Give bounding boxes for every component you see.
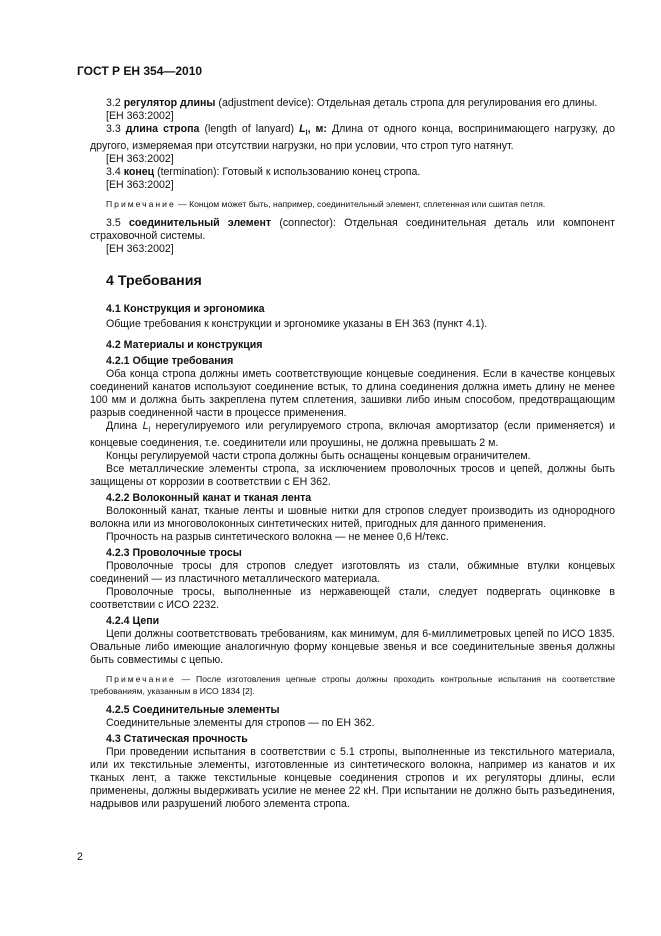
symbol: L xyxy=(299,123,306,135)
document-body xyxy=(90,97,615,811)
clause-number: 3.3 xyxy=(106,123,121,135)
symbol: L xyxy=(142,419,149,432)
paragraph: Соединительные элементы для стропов — по ЕН 362. xyxy=(106,716,375,729)
section-heading-4: 4 Требования xyxy=(106,272,202,289)
term: соединительный элемент xyxy=(128,216,272,229)
clause-number: 3.5 xyxy=(106,216,121,229)
definition-text: (length of lanyard) xyxy=(199,123,300,135)
note-text: — Концом может быть, например, соединительный элемент, сплетенная или сшитая петля. xyxy=(175,199,546,210)
heading-4-3: 4.3 Статическая прочность xyxy=(106,732,248,745)
definition-text: (adjustment device): Отдельная деталь стропа для регулирования его длины. xyxy=(215,97,598,109)
note-text: — После изготовления цепные стропы должны проходить контрольные испытания на соответствие требованиям, указанным в ИСО 1834 [2]. xyxy=(90,673,615,697)
heading-4-2-2: 4.2.2 Волоконный канат и тканая лента xyxy=(106,491,312,504)
source-reference: [ЕН 363:2002] xyxy=(106,153,174,166)
heading-4-2-5: 4.2.5 Соединительные элементы xyxy=(106,703,280,716)
clause-number: 3.2 xyxy=(106,97,121,109)
heading-4-2-4: 4.2.4 Цепи xyxy=(106,614,160,627)
note-label: Примечание xyxy=(106,673,176,684)
paragraph: При проведении испытания в соответствии с 5.1 стропы, выполненные из текстильного материала, или их текстильные элементы, изготовленные из синтетического волокна, например из канатов и их тканых лент, а также текстильные концевые соединения стропов и их регуляторы длины, если применены, должны выдерживать усилие не менее 22 кН. При испытании не должно быть разъединения, надрывов или разрушений любого элемента стропа. xyxy=(90,745,615,810)
term: длина стропа xyxy=(125,123,200,135)
paragraph: Концы регулируемой части стропа должны быть оснащены концевым ограничителем. xyxy=(106,449,531,462)
clause-number: 3.4 xyxy=(106,166,121,179)
paragraph: Оба конца стропа должны иметь соответствующие концевые соединения. Если в качестве концевых соединений канатов используют соединение встык, то длина соединения должна иметь длину не менее 100 мм и должна быть закреплена путем сплетения, зашивки либо иным способом, предотвращающим разрыв соединенной части в процессе применения. xyxy=(90,367,615,419)
term: регулятор длины xyxy=(123,97,216,109)
paragraph: Проволочные тросы, выполненные из нержавеющей стали, следует подвергать оцинковке в соответствии с ИСО 2232. xyxy=(90,585,615,611)
source-reference: [ЕН 363:2002] xyxy=(106,179,174,192)
definition-text: (termination): Готовый к использованию конец стропа. xyxy=(154,166,421,179)
symbol-subscript: l xyxy=(148,426,151,434)
source-reference: [ЕН 363:2002] xyxy=(106,110,174,122)
paragraph: Волоконный канат, тканые ленты и шовные нитки для стропов следует производить из однородного волокна или из многоволоконных синтетических нитей, пригодных для данного применения. xyxy=(90,504,615,530)
page-number: 2 xyxy=(77,851,83,863)
paragraph: Проволочные тросы для стропов следует изготовлять из стали, обжимные втулки концевых соединений — из пластичного металлического материала. xyxy=(90,559,615,585)
heading-4-1: 4.1 Конструкция и эргономика xyxy=(106,302,265,315)
note xyxy=(90,198,615,211)
paragraph: Общие требования к конструкции и эргономике указаны в ЕН 363 (пункт 4.1). xyxy=(106,317,488,330)
definition-text: (connector): Отдельная соединительная деталь или компонент страховочной системы. xyxy=(90,216,615,242)
paragraph: Все металлические элементы стропа, за исключением проволочных тросов и цепей, должны быть защищены от коррозии в соответствии с ЕН 362. xyxy=(90,462,615,488)
heading-4-2: 4.2 Материалы и конструкция xyxy=(106,338,263,351)
symbol-subscript: l xyxy=(305,130,308,138)
source-reference: [ЕН 363:2002] xyxy=(106,242,174,255)
paragraph: Длина $L_l$ нерегулируемого или регулируемого стропа, включая амортизатор (если применяется) и концевые соединения, т.е. соединители или проушины, не должна превышать 2 м. xyxy=(90,419,615,449)
definition-3-2 xyxy=(90,97,615,110)
definition-3-4 xyxy=(90,166,615,179)
heading-4-2-3: 4.2.3 Проволочные тросы xyxy=(106,546,242,559)
unit: , м: xyxy=(307,123,327,135)
definition-text: Длина от одного конца, воспринимающего нагрузку, до другого, измеряемая при отсутствии нагрузки, но при условии, что строп туго натянут. xyxy=(90,123,615,153)
note-label: Примечание xyxy=(106,199,176,210)
page-header: ГОСТ Р ЕН 354—2010 xyxy=(77,64,203,78)
definition-3-5 xyxy=(90,217,615,243)
paragraph: Прочность на разрыв синтетического волокна — не менее 0,6 Н/текс. xyxy=(106,530,449,543)
definition-3-3 xyxy=(90,123,615,153)
note xyxy=(90,673,615,698)
paragraph: Цепи должны соответствовать требованиям, как минимум, для 6-миллиметровых цепей по ИСО 1835. Овальные либо имеющие аналогичную форму концевые звенья и все соединительные звенья должны быть совместимы с цепью. xyxy=(90,627,615,666)
heading-4-2-1: 4.2.1 Общие требования xyxy=(106,354,234,367)
term: конец xyxy=(123,166,155,179)
